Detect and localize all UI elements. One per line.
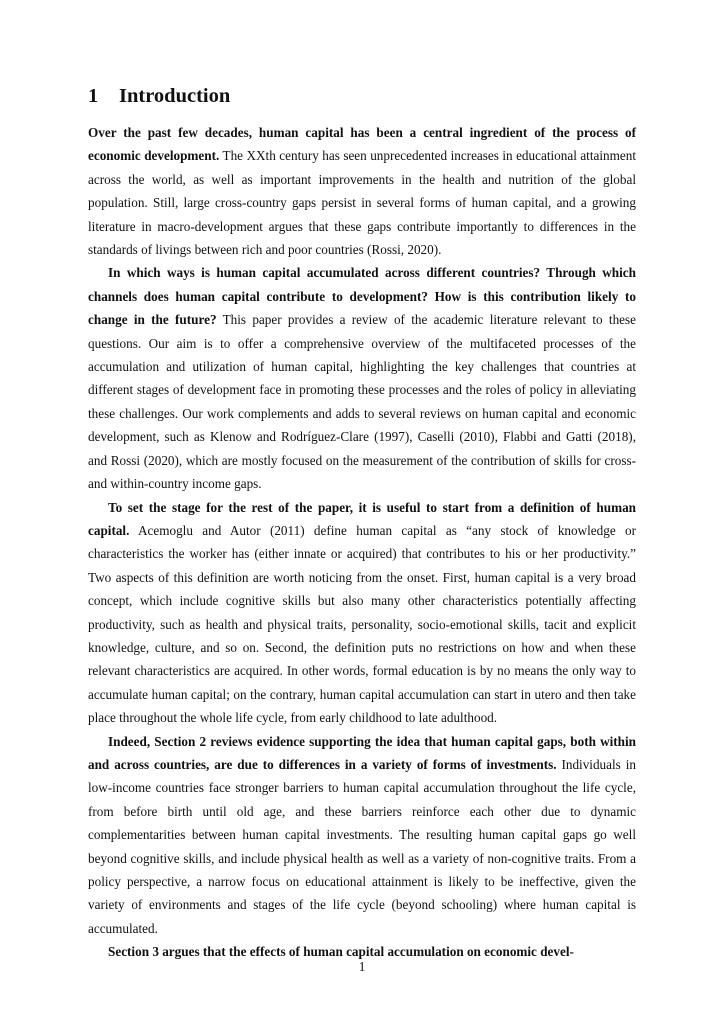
paragraph-2-lead: In which ways is human capital accumulated across different countries? Through which channels does human capital contribute to development? How is this contribution likely to change in the future? (88, 265, 636, 328)
paragraph-4-body: Individuals in low-income countries face stronger barriers to human capital accumulation throughout the life cycle, from before birth until old age, and these barriers reinforce each other due to dynamic complementarities between human capital investments. The resulting human capital gaps go well beyond cognitive skills, and include physical health as well as a variety of non-cognitive traits. From a policy perspective, a narrow focus on educational attainment is likely to be ineffective, given the variety of environments and stages of the life cycle (beyond schooling) where human capital is accumulated. (88, 756, 636, 936)
paragraph-3 (88, 496, 636, 730)
paragraph-3-lead: To set the stage for the rest of the paper, it is useful to start from a definition of human capital. (88, 499, 636, 538)
paragraph-4 (88, 730, 636, 941)
section-title: Introduction (119, 85, 231, 107)
paragraph-2 (88, 261, 636, 495)
paragraph-3-body: Acemoglu and Autor (2011) define human capital as “any stock of knowledge or characteristics the worker has (either innate or acquired) that contributes to his or her productivity.” Two aspects of this definition are worth noticing from the onset. First, human capital is a very broad concept, which include cognitive skills but also many other characteristics potentially affecting productivity, such as health and physical traits, personality, socio-emotional skills, tacit and explicit knowledge, culture, and so on. Second, the definition puts no restrictions on how and when these relevant characteristics are acquired. In other words, formal education is by no means the only way to accumulate human capital; on the contrary, human capital accumulation can start in utero and then take place throughout the whole life cycle, from early childhood to late adulthood. (88, 522, 636, 726)
body-text (88, 121, 636, 964)
paragraph-1 (88, 121, 636, 261)
paragraph-4-lead: Indeed, Section 2 reviews evidence supporting the idea that human capital gaps, both within and across countries, are due to differences in a variety of forms of investments. (88, 733, 636, 772)
paragraph-1-lead: Over the past few decades, human capital has been a central ingredient of the process of economic development. (88, 125, 636, 164)
paragraph-5-lead: Section 3 argues that the effects of human capital accumulation on economic devel- (108, 944, 574, 960)
page-number: 1 (358, 959, 366, 974)
section-heading (88, 83, 230, 109)
paragraph-1-body: The XXth century has seen unprecedented increases in educational attainment across the world, as well as important improvements in the health and nutrition of the global population. Still, large cross-country gaps persist in several forms of human capital, and a growing literature in macro-development argues that these gaps contribute importantly to differences in the standards of livings between rich and poor countries (Rossi, 2020). (88, 148, 636, 258)
section-number: 1 (88, 85, 99, 107)
paragraph-2-body: This paper provides a review of the academic literature relevant to these questions. Our aim is to offer a comprehensive overview of the multifaceted processes of the accumulation and utilization of human capital, highlighting the key challenges that countries at different stages of development face in promoting these processes and the roles of policy in alleviating these challenges. Our work complements and adds to several reviews on human capital and economic development, such as Klenow and Rodríguez-Clare (1997), Caselli (2010), Flabbi and Gatti (2018), and Rossi (2020), which are mostly focused on the measurement of the contribution of skills for cross- and within-country income gaps. (88, 312, 637, 492)
